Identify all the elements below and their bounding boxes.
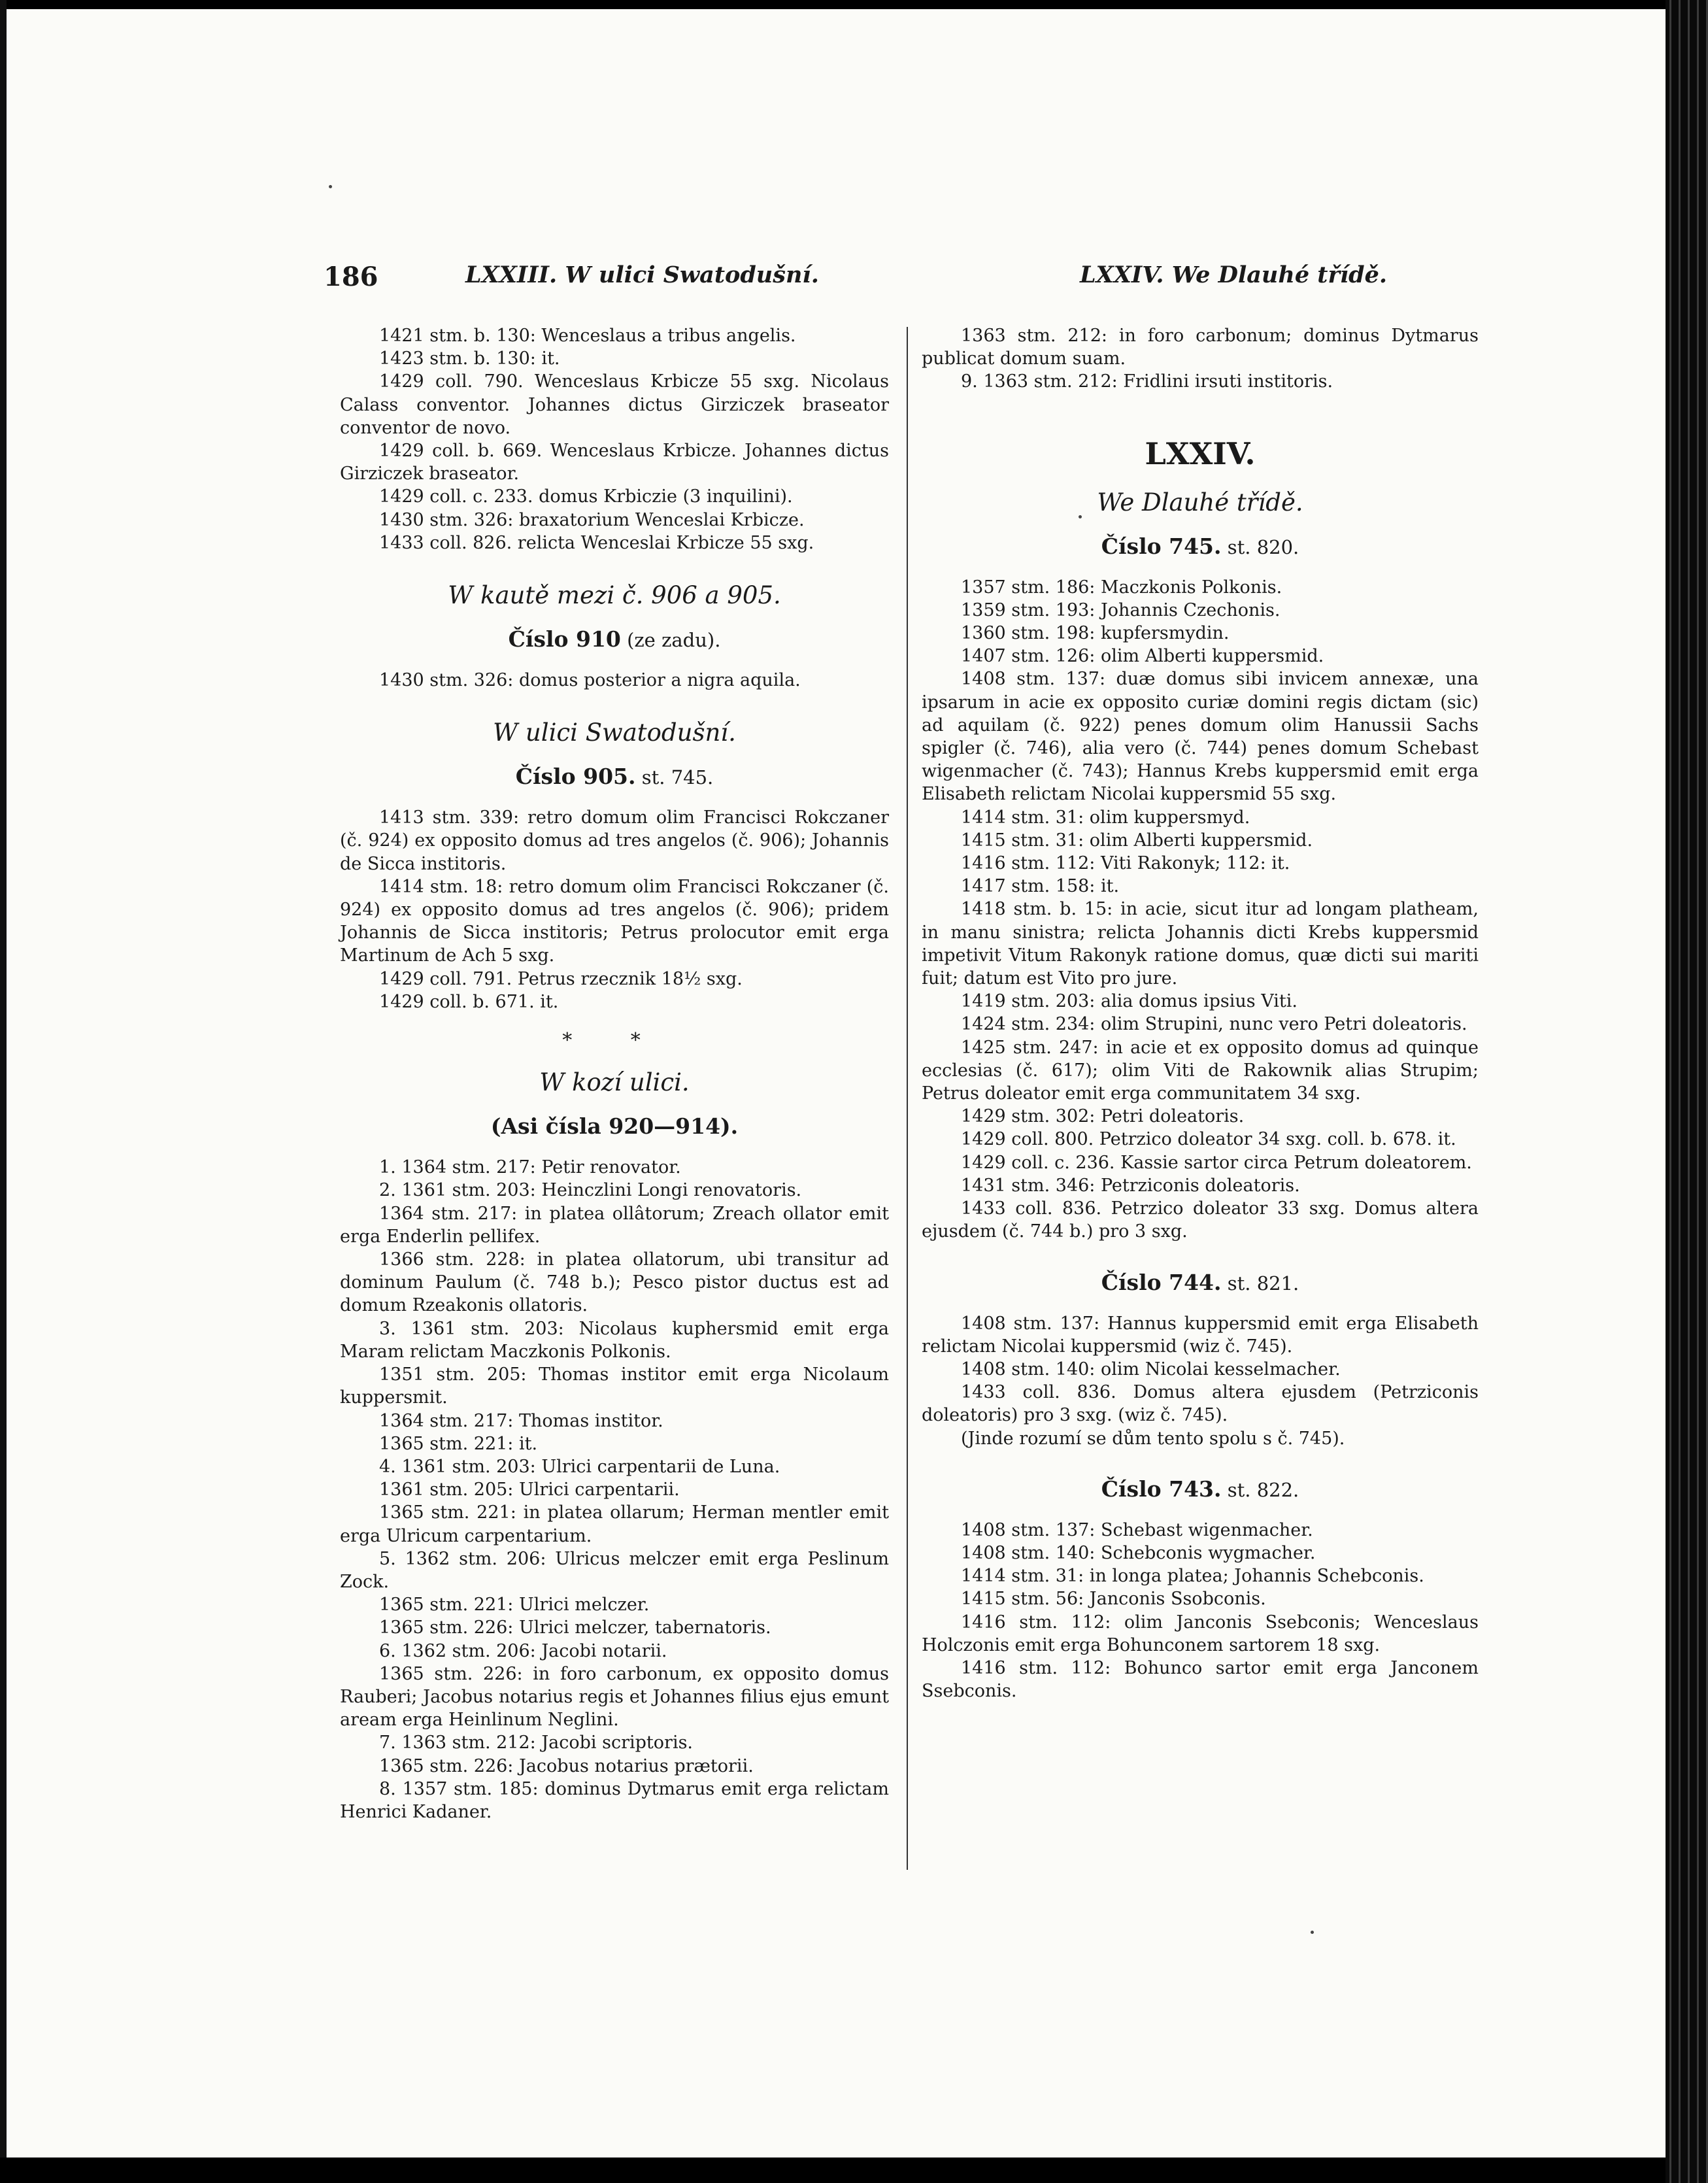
entry: 1408 stm. 137: duæ domus sibi invicem annexæ, una ipsarum in acie ex opposito curiæ domini regis dictam (sic) ad aquilam (č. 922) penes domum olim Hanussii Sachs spigler (č. 746), alia vero (č. 744) penes domum Schebast wigenmacher (č. 743); Hannus Krebs kuppersmid emit erga Elisabeth relictam Nicolai kuppersmid 55 sxg. bbox=[922, 669, 1479, 805]
entry: 1433 coll. 836. Petrzico doleator 33 sxg. Domus altera ejusdem (č. 744 b.) pro 3 sxg. bbox=[922, 1198, 1479, 1242]
right-running-title: LXXIV. We Dlauhé třídě. bbox=[1080, 262, 1388, 288]
entry: 1416 stm. 112: olim Janconis Ssebconis; Wenceslaus Holczonis emit erga Bohunconem sartorem 18 sxg. bbox=[922, 1612, 1479, 1655]
entry: 1365 stm. 226: Ulrici melczer, tabernatoris. bbox=[379, 1617, 771, 1638]
entry: 1365 stm. 226: Jacobus notarius prætorii. bbox=[379, 1755, 754, 1776]
entry: 6. 1362 stm. 206: Jacobi notarii. bbox=[379, 1640, 667, 1661]
entry: 1425 stm. 247: in acie et ex opposito domus ad quinque ecclesias (č. 617); olim Viti de Rakownik alias Strupim; Petrus doleator emit erga communitatem 34 sxg. bbox=[922, 1037, 1479, 1104]
entry: 1429 coll. b. 671. it. bbox=[379, 991, 559, 1012]
entry: 1414 stm. 18: retro domum olim Francisci Rokczaner (č. 924) ex opposito domus ad tres angelos (č. 906); pridem Johannis de Sicca institoris; Petrus prolocutor emit erga Martinum de Ach 5 sxg. bbox=[340, 876, 889, 966]
entry: 1360 stm. 198: kupfersmydin. bbox=[961, 623, 1230, 644]
entry: 1416 stm. 112: Bohunco sartor emit erga Janconem Ssebconis. bbox=[922, 1657, 1479, 1702]
entry: 1365 stm. 221: in platea ollarum; Herman mentler emit erga Ulricum carpentarium. bbox=[340, 1502, 889, 1546]
entry: 1364 stm. 217: Thomas institor. bbox=[379, 1410, 663, 1431]
entry: (Jinde rozumí se dům tento spolu s č. 745). bbox=[961, 1428, 1345, 1449]
section-heading: W ulici Swatodušní. bbox=[493, 719, 736, 747]
entry: 1408 stm. 137: Schebast wigenmacher. bbox=[961, 1519, 1313, 1540]
entry: 1414 stm. 31: olim kuppersmyd. bbox=[961, 807, 1250, 828]
entry: 1430 stm. 326: domus posterior a nigra aquila. bbox=[379, 670, 801, 691]
entry: 1429 coll. 791. Petrus rzecznik 18½ sxg. bbox=[379, 968, 743, 989]
section-heading: W kozí ulici. bbox=[539, 1068, 690, 1097]
left-column bbox=[340, 324, 889, 1823]
scan-bottom-border bbox=[0, 2158, 1666, 2183]
house-number-heading: Číslo 910 (ze zadu). bbox=[508, 626, 721, 652]
scan-speck bbox=[1311, 1931, 1314, 1934]
entry: 1413 stm. 339: retro domum olim Francisci Rokczaner (č. 924) ex opposito domus ad tres angelos (č. 906); Johannis de Sicca institoris. bbox=[340, 807, 889, 874]
entry: 1408 stm. 140: olim Nicolai kesselmacher. bbox=[961, 1359, 1341, 1379]
entry: 1365 stm. 221: it. bbox=[379, 1433, 538, 1454]
entry: 7. 1363 stm. 212: Jacobi scriptoris. bbox=[379, 1733, 694, 1753]
entry: 2. 1361 stm. 203: Heinczlini Longi renovatoris. bbox=[379, 1180, 802, 1201]
entry: 5. 1362 stm. 206: Ulricus melczer emit erga Peslinum Zock. bbox=[340, 1548, 889, 1592]
section-separator: * * bbox=[562, 1029, 667, 1053]
entry: 1433 coll. 826. relicta Wenceslai Krbicze 55 sxg. bbox=[379, 532, 814, 553]
chapter-number: LXXIV. bbox=[1145, 435, 1256, 471]
entry: 1417 stm. 158: it. bbox=[961, 876, 1120, 897]
section-heading: W kautě mezi č. 906 a 905. bbox=[448, 581, 781, 610]
entry: 1361 stm. 205: Ulrici carpentarii. bbox=[379, 1480, 680, 1500]
entry: 1414 stm. 31: in longa platea; Johannis Schebconis. bbox=[961, 1566, 1424, 1587]
entry: 1407 stm. 126: olim Alberti kuppersmid. bbox=[961, 646, 1324, 667]
entry: 1424 stm. 234: olim Strupini, nunc vero Petri doleatoris. bbox=[961, 1014, 1467, 1035]
entry: 1408 stm. 140: Schebconis wygmacher. bbox=[961, 1542, 1316, 1563]
entry: 1418 stm. b. 15: in acie, sicut itur ad longam platheam, in manu sinistra; relicta Johannis dicti Krebs kuppersmid impetivit Vitum Rakonyk ratione domus, quæ dicti sui mariti fuit; datum est Vito pro jure. bbox=[922, 899, 1479, 989]
entry: 8. 1357 stm. 185: dominus Dytmarus emit erga relictam Henrici Kadaner. bbox=[340, 1778, 889, 1822]
entry: 1357 stm. 186: Maczkonis Polkonis. bbox=[961, 577, 1282, 598]
house-number-heading: Číslo 743. st. 822. bbox=[1101, 1476, 1299, 1502]
scan-right-border bbox=[1666, 0, 1708, 2183]
entry: 1429 coll. c. 233. domus Krbiczie (3 inquilini). bbox=[379, 486, 793, 507]
entry: 1423 stm. b. 130: it. bbox=[379, 348, 560, 369]
right-column bbox=[922, 324, 1479, 1702]
entry: 1364 stm. 217: in platea ollâtorum; Zreach ollator emit erga Enderlin pellifex. bbox=[340, 1203, 889, 1247]
entry: 1365 stm. 221: Ulrici melczer. bbox=[379, 1595, 650, 1616]
entry: 1. 1364 stm. 217: Petir renovator. bbox=[379, 1157, 681, 1178]
entry: 1416 stm. 112: Viti Rakonyk; 112: it. bbox=[961, 853, 1290, 874]
entry: 1429 coll. c. 236. Kassie sartor circa Petrum doleatorem. bbox=[961, 1152, 1472, 1173]
entry: 1363 stm. 212: in foro carbonum; dominus Dytmarus publicat domum suam. bbox=[922, 326, 1479, 369]
scan-left-border bbox=[0, 0, 7, 2158]
house-number-heading: Číslo 744. st. 821. bbox=[1101, 1269, 1299, 1295]
column-divider bbox=[907, 327, 908, 1870]
entry: 1419 stm. 203: alia domus ipsius Viti. bbox=[961, 991, 1298, 1012]
scan-top-border bbox=[0, 0, 1666, 9]
entry: 1433 coll. 836. Domus altera ejusdem (Petrziconis doleatoris) pro 3 sxg. (wiz č. 745). bbox=[922, 1382, 1479, 1426]
entry: 1415 stm. 31: olim Alberti kuppersmid. bbox=[961, 830, 1313, 851]
entry: 1366 stm. 228: in platea ollatorum, ubi transitur ad dominum Paulum (č. 748 b.); Pesco pistor ductus est ad domum Rzeakonis ollatoris. bbox=[340, 1249, 889, 1316]
entry: 1431 stm. 346: Petrziconis doleatoris. bbox=[961, 1175, 1300, 1196]
entry: 1351 stm. 205: Thomas institor emit erga Nicolaum kuppersmit. bbox=[340, 1364, 889, 1408]
house-number-heading: Číslo 905. st. 745. bbox=[515, 764, 714, 790]
entry: 4. 1361 stm. 203: Ulrici carpentarii de Luna. bbox=[379, 1456, 780, 1477]
entry: 9. 1363 stm. 212: Fridlini irsuti institoris. bbox=[961, 371, 1333, 392]
entry: 1429 stm. 302: Petri doleatoris. bbox=[961, 1106, 1245, 1127]
entry: 1429 coll. b. 669. Wenceslaus Krbicze. Johannes dictus Girziczek braseator. bbox=[340, 441, 889, 484]
entry: 1365 stm. 226: in foro carbonum, ex opposito domus Rauberi; Jacobus notarius regis et Johannes filius ejus emunt aream erga Heinlinum Neglini. bbox=[340, 1663, 889, 1731]
house-number-heading: (Asi čísla 920—914). bbox=[490, 1113, 739, 1140]
house-number-heading: Číslo 745. st. 820. bbox=[1101, 533, 1299, 559]
left-running-title: LXXIII. W ulici Swatodušní. bbox=[465, 262, 819, 288]
entry: 1359 stm. 193: Johannis Czechonis. bbox=[961, 600, 1281, 620]
entry: 1421 stm. b. 130: Wenceslaus a tribus angelis. bbox=[379, 326, 796, 346]
entry: 1429 coll. 790. Wenceslaus Krbicze 55 sxg. Nicolaus Calass conventor. Johannes dictus Girziczek braseator conventor de novo. bbox=[340, 371, 889, 438]
page-number: 186 bbox=[324, 262, 378, 292]
entry: 1415 stm. 56: Janconis Ssobconis. bbox=[961, 1589, 1266, 1610]
chapter-title: We Dlauhé třídě. bbox=[1097, 488, 1303, 516]
entry: 3. 1361 stm. 203: Nicolaus kuphersmid emit erga Maram relictam Maczkonis Polkonis. bbox=[340, 1318, 889, 1362]
scan-speck bbox=[1079, 515, 1082, 518]
entry: 1429 coll. 800. Petrzico doleator 34 sxg. coll. b. 678. it. bbox=[961, 1129, 1456, 1150]
entry: 1408 stm. 137: Hannus kuppersmid emit erga Elisabeth relictam Nicolai kuppersmid (wiz č. 745). bbox=[922, 1313, 1479, 1357]
entry: 1430 stm. 326: braxatorium Wenceslai Krbicze. bbox=[379, 509, 805, 530]
scan-speck bbox=[329, 185, 332, 188]
